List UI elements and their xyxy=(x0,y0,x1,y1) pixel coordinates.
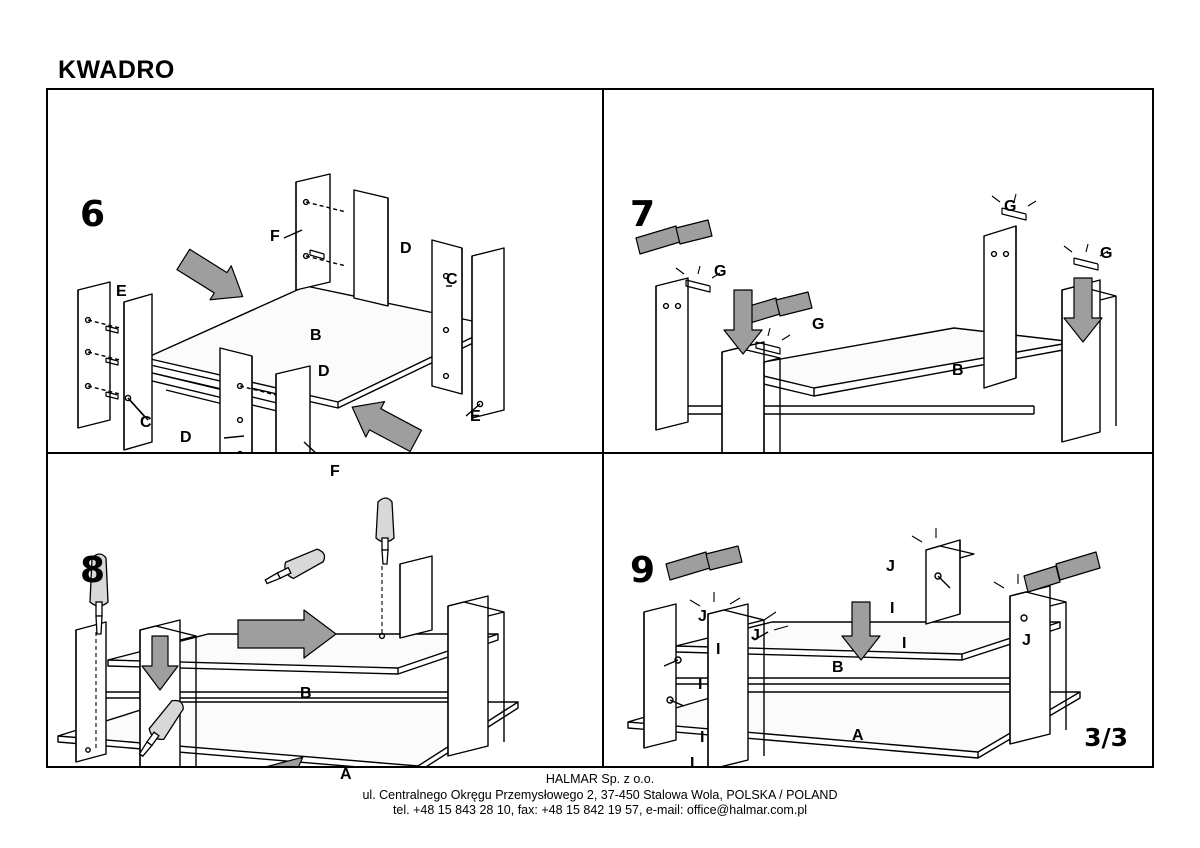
step-8-label-0: B xyxy=(300,685,312,702)
step-9-label-4: I xyxy=(716,641,721,658)
step-9-number: 9 xyxy=(630,550,656,591)
step-9-panel xyxy=(604,454,1152,772)
step-9-label-6: J xyxy=(1022,632,1031,649)
step-7-label-3: G xyxy=(812,316,825,333)
footer xyxy=(0,772,1200,819)
step-6-label-7: E xyxy=(470,408,481,425)
page-title: KWADRO xyxy=(58,56,175,84)
step-6-label-8: D xyxy=(180,429,192,446)
step-9-label-3: I xyxy=(890,600,895,617)
step-9-label-0: J xyxy=(886,558,895,575)
step-6-label-6: C xyxy=(140,414,152,431)
step-9-label-2: J xyxy=(751,627,760,644)
step-6-label-4: B xyxy=(310,327,322,344)
footer-contact: tel. +48 15 843 28 10, fax: +48 15 842 19 57, e-mail: office@halmar.com.pl xyxy=(392,803,808,817)
step-7-number: 7 xyxy=(630,194,656,235)
step-6-label-5: D xyxy=(318,363,330,380)
step-9-label-11: A xyxy=(852,727,864,744)
step-6-label-2: C xyxy=(446,271,458,288)
step-8-number: 8 xyxy=(80,550,106,591)
step-6-drawing xyxy=(48,90,602,452)
step-8-panel xyxy=(48,454,602,783)
step-9-label-9: I xyxy=(700,729,705,746)
step-9-label-1: J xyxy=(698,608,707,625)
step-6-label-0: F xyxy=(270,228,280,245)
step-9-label-5: I xyxy=(902,635,907,652)
step-8-drawing xyxy=(48,454,602,766)
footer-company: HALMAR Sp. z o.o. xyxy=(545,772,655,786)
step-6-label-9: F xyxy=(330,463,340,480)
footer-address: ul. Centralnego Okręgu Przemysłowego 2, 37-450 Stalowa Wola, POLSKA / POLAND xyxy=(362,787,838,802)
step-7-label-2: G xyxy=(714,263,727,280)
step-7-panel xyxy=(604,90,1152,452)
step-9-drawing xyxy=(604,454,1152,766)
step-7-drawing xyxy=(604,90,1152,452)
step-7-label-4: B xyxy=(952,362,964,379)
step-9-label-10: I xyxy=(690,755,695,772)
step-6-panel xyxy=(48,90,602,480)
step-6-label-1: D xyxy=(400,240,412,257)
step-6-label-3: E xyxy=(116,283,127,300)
page-number: 3/3 xyxy=(1084,723,1128,752)
step-8-label-1: A xyxy=(340,766,352,783)
step-9-label-7: I xyxy=(698,676,703,693)
step-9-label-8: B xyxy=(832,659,844,676)
step-6-number: 6 xyxy=(80,194,106,235)
step-7-label-1: G xyxy=(1100,245,1113,262)
step-7-label-0: G xyxy=(1004,198,1017,215)
